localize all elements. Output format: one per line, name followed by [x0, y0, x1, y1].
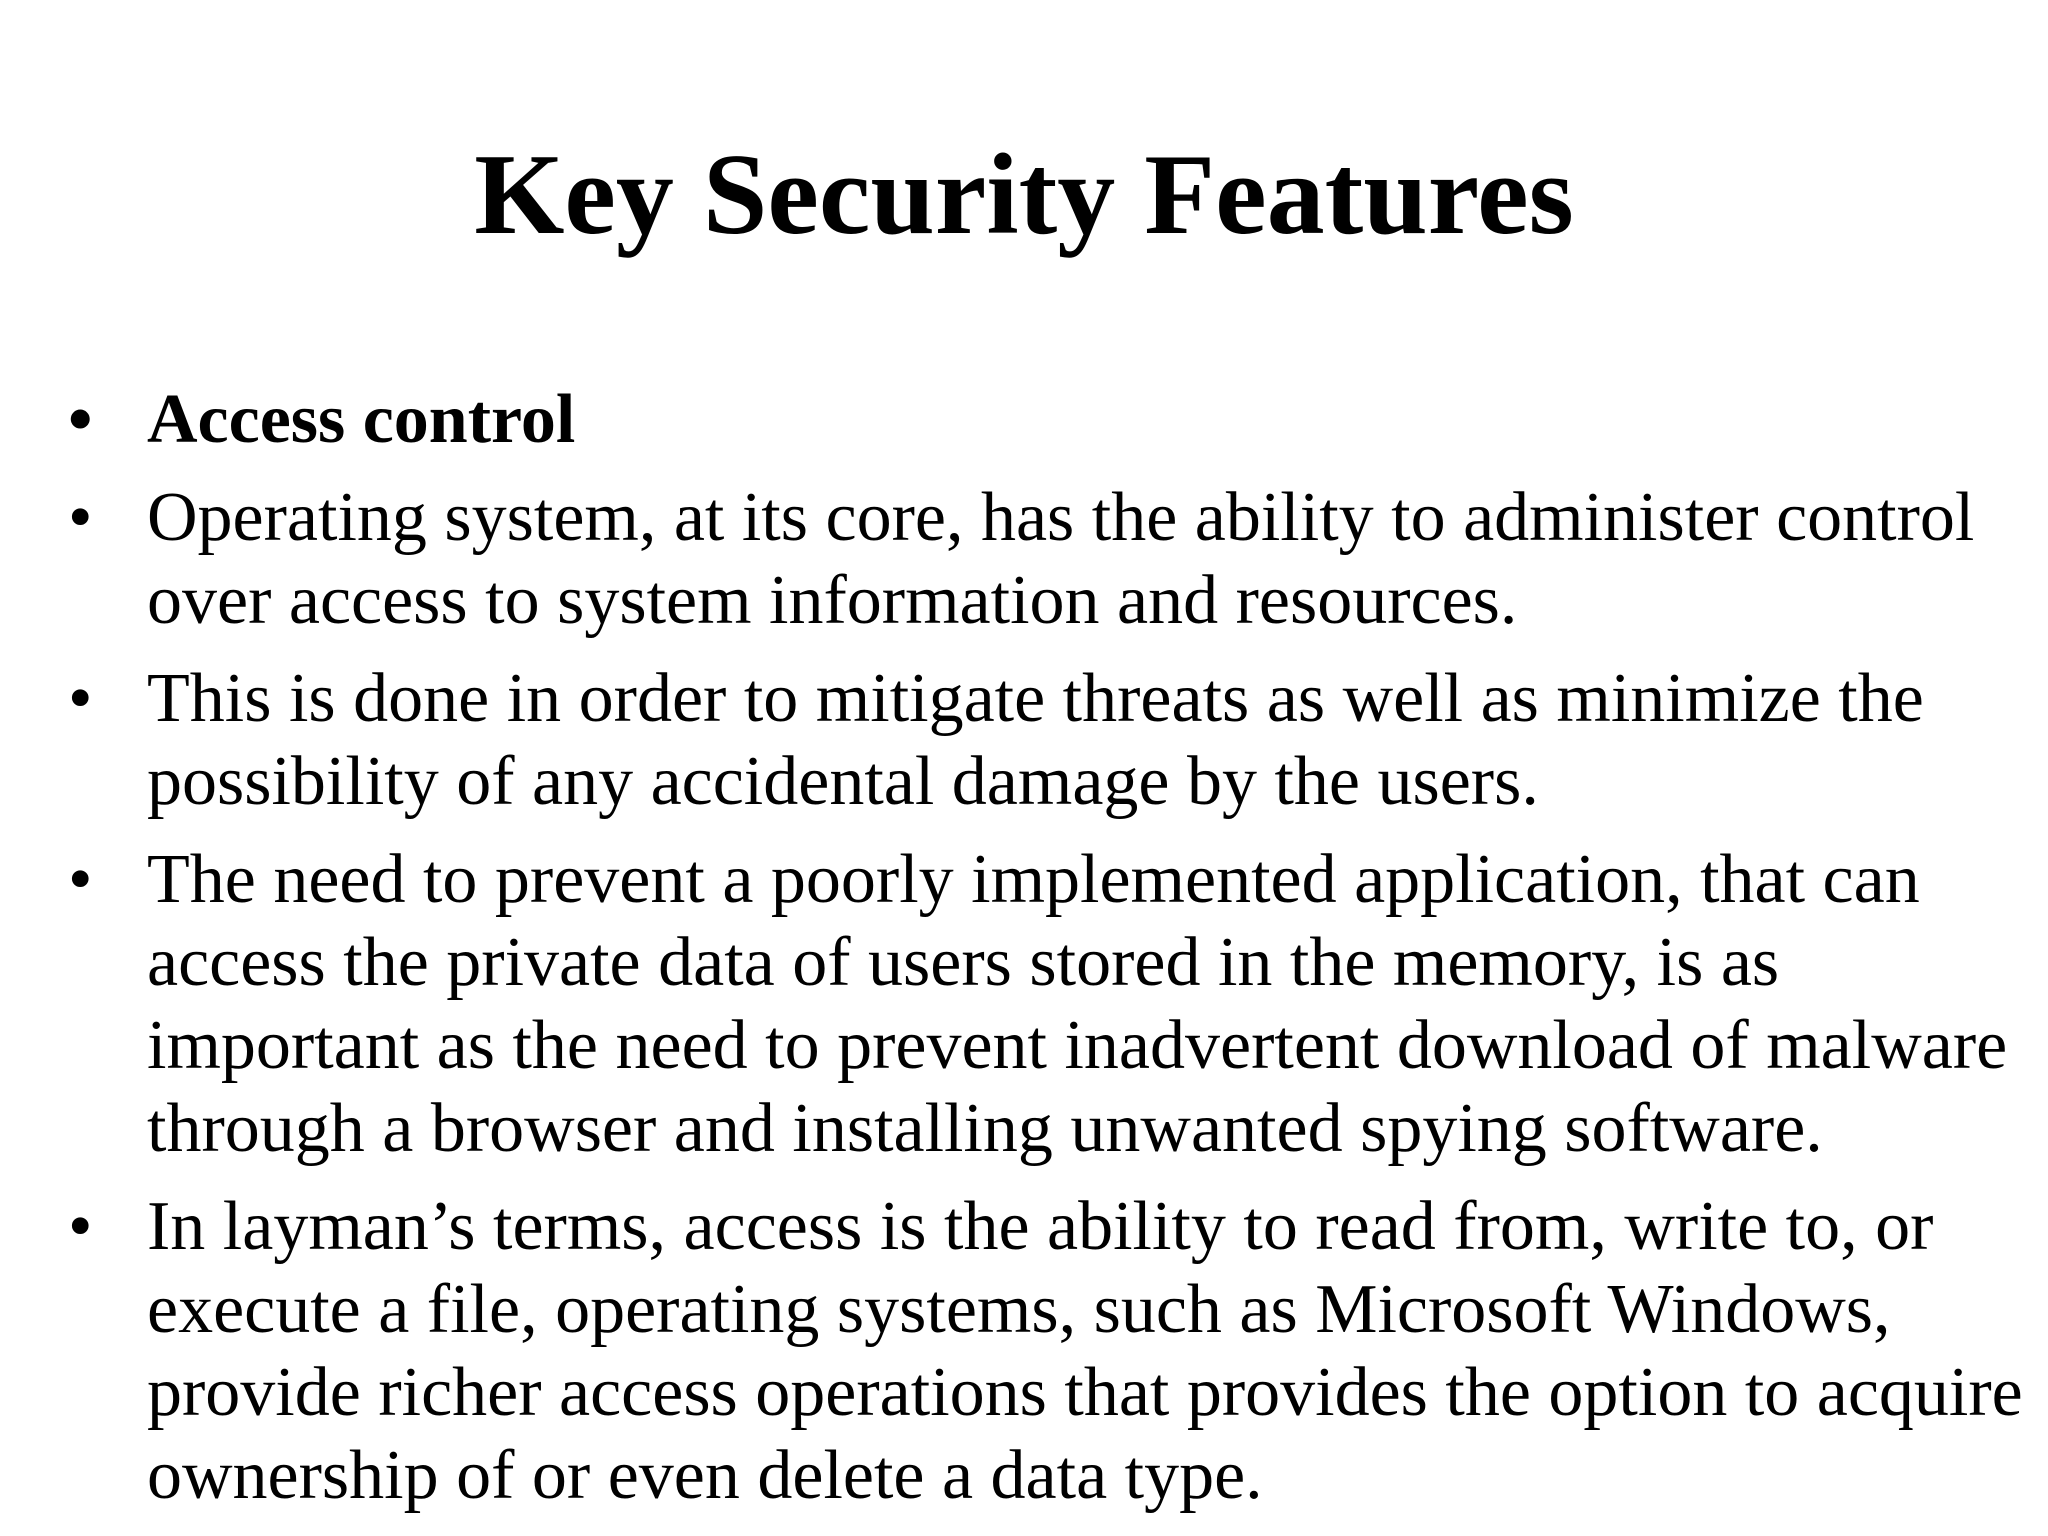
bullet-item — [68, 378, 2008, 461]
bullet-line: important as the need to prevent inadvertent download of malware — [147, 1007, 2008, 1084]
bullet-text — [147, 378, 2008, 461]
bullet-line: ownership of or even delete a data type. — [147, 1437, 1263, 1514]
bullet-text — [147, 657, 2008, 823]
bullet-line: possibility of any accidental damage by the users. — [147, 743, 1539, 820]
bullet-text — [147, 1185, 2023, 1517]
bullet-text — [147, 476, 2008, 642]
bullet-line: The need to prevent a poorly implemented application, that can — [147, 841, 1920, 918]
bullet-icon: • — [68, 660, 93, 737]
bullet-icon: • — [68, 841, 93, 918]
bullet-line: through a browser and installing unwanted spying software. — [147, 1090, 1823, 1167]
bullet-item — [68, 476, 2008, 642]
bullet-line: Access control — [147, 381, 576, 458]
bullet-text — [147, 838, 2008, 1170]
bullet-icon: • — [68, 479, 93, 556]
slide-title: Key Security Features — [474, 131, 1574, 259]
bullet-line: In layman’s terms, access is the ability to read from, write to, or — [147, 1188, 1934, 1265]
bullet-line: access the private data of users stored in the memory, is as — [147, 924, 1780, 1001]
bullet-line: Operating system, at its core, has the ability to administer control — [147, 479, 1975, 556]
bullet-item — [68, 838, 2008, 1170]
bullet-icon: • — [68, 1188, 93, 1265]
bullet-line: over access to system information and resources. — [147, 562, 1518, 639]
bullet-list — [68, 378, 2023, 1532]
bullet-item — [68, 657, 2008, 823]
bullet-line: execute a file, operating systems, such as Microsoft Windows, — [147, 1271, 1891, 1348]
bullet-icon: • — [68, 381, 93, 458]
bullet-item — [68, 1185, 2023, 1517]
bullet-line: provide richer access operations that provides the option to acquire — [147, 1354, 2023, 1431]
bullet-line: This is done in order to mitigate threats as well as minimize the — [147, 660, 1924, 737]
